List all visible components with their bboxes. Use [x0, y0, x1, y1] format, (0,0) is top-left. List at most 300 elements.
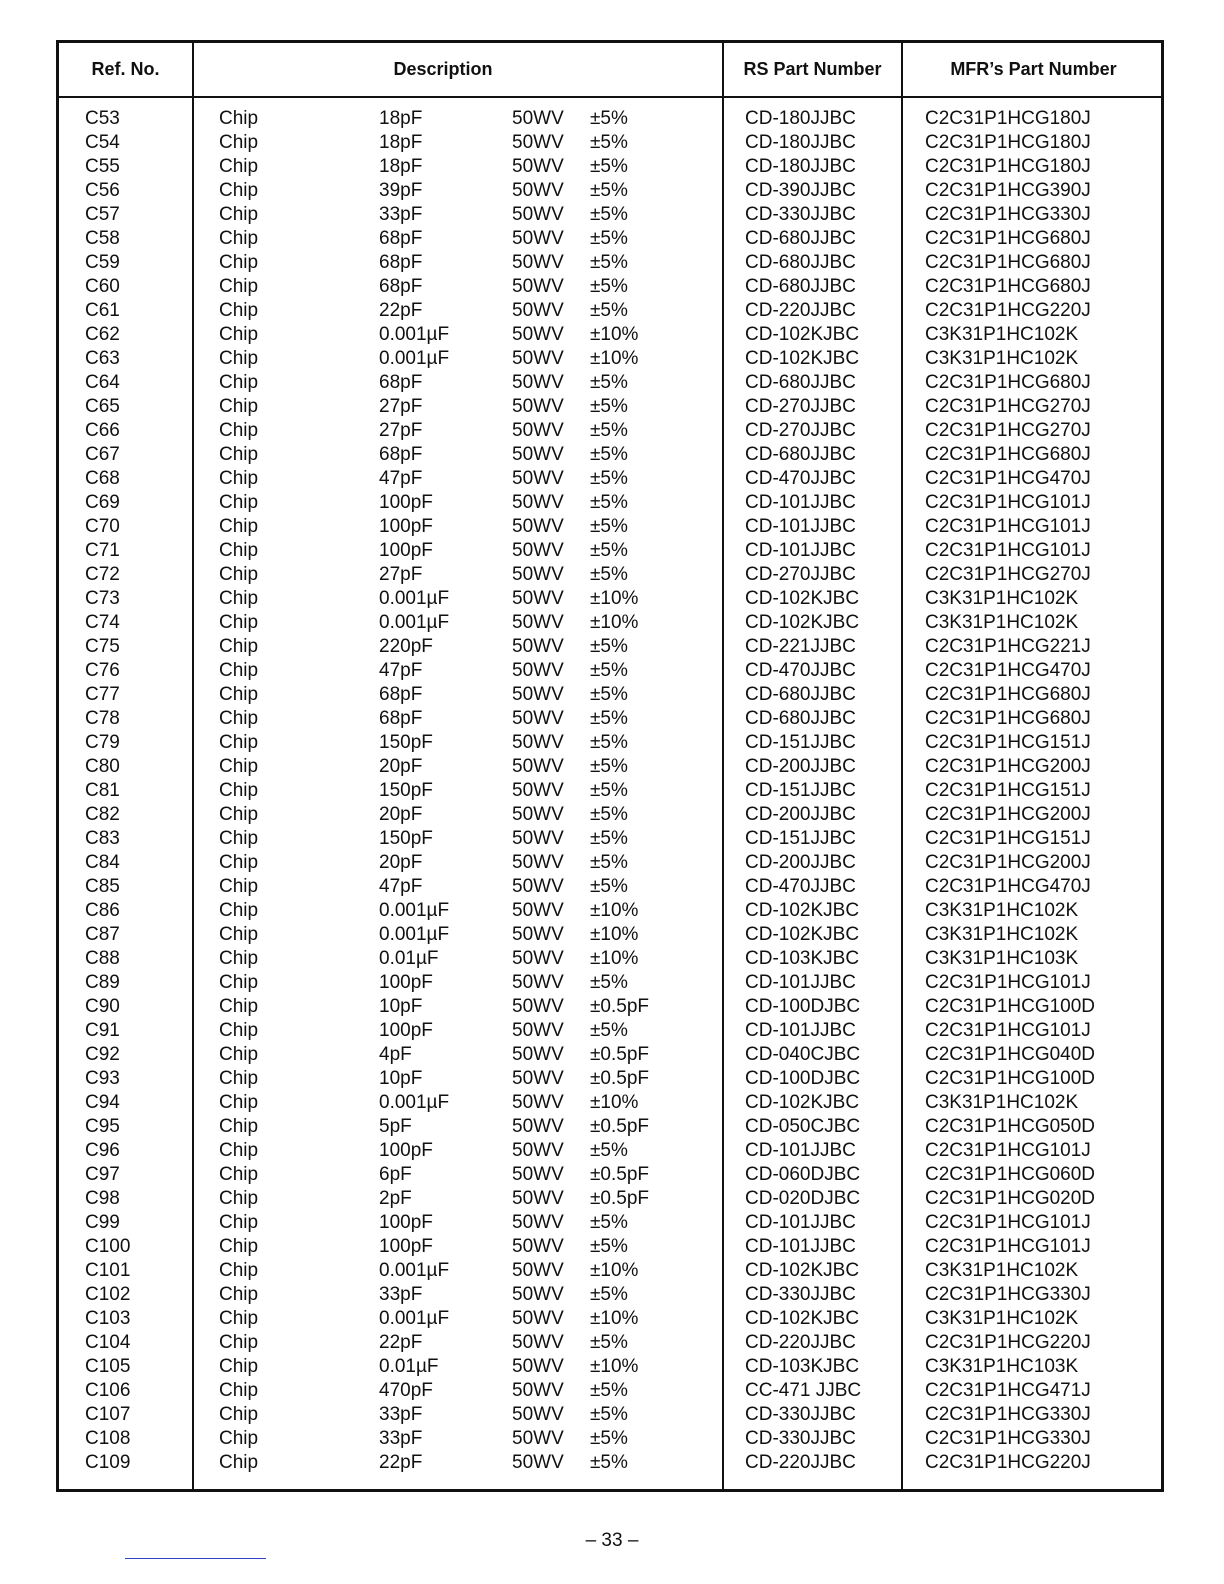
value-cell: 68pF — [379, 708, 423, 729]
table-row — [59, 971, 1161, 995]
mfr-part-cell: C3K31P1HC102K — [925, 924, 1079, 945]
mfr-part-cell: C2C31P1HCG680J — [925, 684, 1091, 705]
ref-cell: C86 — [85, 900, 120, 921]
voltage-cell: 50WV — [512, 204, 564, 225]
table-row — [59, 899, 1161, 923]
rs-part-cell: CD-680JJBC — [745, 252, 856, 273]
table-row — [59, 1019, 1161, 1043]
ref-cell: C54 — [85, 132, 120, 153]
mfr-part-cell: C2C31P1HCG151J — [925, 732, 1091, 753]
value-cell: 0.001µF — [379, 324, 450, 345]
page-number: – 33 – — [585, 1530, 639, 1551]
type-cell: Chip — [219, 612, 259, 633]
voltage-cell: 50WV — [512, 324, 564, 345]
table-body — [59, 107, 1161, 1475]
ref-cell: C109 — [85, 1452, 131, 1473]
tolerance-cell: ±5% — [590, 804, 628, 825]
rs-part-cell: CD-102KJBC — [745, 324, 860, 345]
value-cell: 100pF — [379, 540, 433, 561]
tolerance-cell: ±5% — [590, 1380, 628, 1401]
tolerance-cell: ±10% — [590, 1356, 639, 1377]
mfr-part-cell: C2C31P1HCG101J — [925, 1212, 1091, 1233]
rs-part-cell: CD-390JJBC — [745, 180, 856, 201]
mfr-part-cell: C3K31P1HC102K — [925, 588, 1079, 609]
tolerance-cell: ±0.5pF — [590, 1044, 650, 1065]
rs-part-cell: CD-220JJBC — [745, 1332, 856, 1353]
tolerance-cell: ±10% — [590, 1092, 639, 1113]
value-cell: 0.01µF — [379, 1356, 439, 1377]
type-cell: Chip — [219, 1332, 259, 1353]
value-cell: 100pF — [379, 1236, 433, 1257]
value-cell: 33pF — [379, 1428, 423, 1449]
type-cell: Chip — [219, 468, 259, 489]
table-row — [59, 707, 1161, 731]
type-cell: Chip — [219, 876, 259, 897]
tolerance-cell: ±5% — [590, 396, 628, 417]
ref-cell: C88 — [85, 948, 120, 969]
link-underline — [125, 1558, 266, 1559]
mfr-part-cell: C2C31P1HCG330J — [925, 204, 1091, 225]
voltage-cell: 50WV — [512, 300, 564, 321]
value-cell: 0.01µF — [379, 948, 439, 969]
rs-part-cell: CD-101JJBC — [745, 492, 856, 513]
table-row — [59, 107, 1161, 131]
ref-cell: C67 — [85, 444, 120, 465]
type-cell: Chip — [219, 1404, 259, 1425]
mfr-part-cell: C3K31P1HC102K — [925, 348, 1079, 369]
rs-part-cell: CD-101JJBC — [745, 1140, 856, 1161]
tolerance-cell: ±5% — [590, 660, 628, 681]
ref-cell: C102 — [85, 1284, 131, 1305]
tolerance-cell: ±5% — [590, 204, 628, 225]
tolerance-cell: ±5% — [590, 1452, 628, 1473]
table-row — [59, 875, 1161, 899]
rs-part-cell: CD-220JJBC — [745, 1452, 856, 1473]
type-cell: Chip — [219, 1452, 259, 1473]
voltage-cell: 50WV — [512, 156, 564, 177]
voltage-cell: 50WV — [512, 564, 564, 585]
voltage-cell: 50WV — [512, 492, 564, 513]
voltage-cell: 50WV — [512, 828, 564, 849]
mfr-part-cell: C3K31P1HC102K — [925, 1260, 1079, 1281]
mfr-part-cell: C2C31P1HCG200J — [925, 804, 1091, 825]
rs-part-cell: CD-200JJBC — [745, 804, 856, 825]
type-cell: Chip — [219, 660, 259, 681]
ref-cell: C78 — [85, 708, 120, 729]
voltage-cell: 50WV — [512, 708, 564, 729]
ref-cell: C95 — [85, 1116, 120, 1137]
type-cell: Chip — [219, 924, 259, 945]
value-cell: 6pF — [379, 1164, 412, 1185]
rs-part-cell: CD-270JJBC — [745, 420, 856, 441]
type-cell: Chip — [219, 948, 259, 969]
type-cell: Chip — [219, 1356, 259, 1377]
rs-part-cell: CD-151JJBC — [745, 828, 856, 849]
type-cell: Chip — [219, 132, 259, 153]
mfr-part-cell: C2C31P1HCG680J — [925, 276, 1091, 297]
value-cell: 33pF — [379, 204, 423, 225]
tolerance-cell: ±10% — [590, 900, 639, 921]
rs-part-cell: CD-102KJBC — [745, 924, 860, 945]
value-cell: 47pF — [379, 876, 423, 897]
value-cell: 27pF — [379, 564, 423, 585]
ref-cell: C60 — [85, 276, 120, 297]
table-row — [59, 1091, 1161, 1115]
voltage-cell: 50WV — [512, 396, 564, 417]
tolerance-cell: ±5% — [590, 300, 628, 321]
mfr-part-cell: C2C31P1HCG680J — [925, 228, 1091, 249]
value-cell: 2pF — [379, 1188, 412, 1209]
tolerance-cell: ±10% — [590, 924, 639, 945]
voltage-cell: 50WV — [512, 1020, 564, 1041]
mfr-part-cell: C2C31P1HCG330J — [925, 1404, 1091, 1425]
rs-part-cell: CD-102KJBC — [745, 1092, 860, 1113]
voltage-cell: 50WV — [512, 876, 564, 897]
type-cell: Chip — [219, 1380, 259, 1401]
type-cell: Chip — [219, 1020, 259, 1041]
tolerance-cell: ±5% — [590, 876, 628, 897]
mfr-part-cell: C2C31P1HCG330J — [925, 1428, 1091, 1449]
table-row — [59, 563, 1161, 587]
table-row — [59, 491, 1161, 515]
tolerance-cell: ±5% — [590, 852, 628, 873]
value-cell: 22pF — [379, 1332, 423, 1353]
tolerance-cell: ±5% — [590, 1236, 628, 1257]
value-cell: 100pF — [379, 1020, 433, 1041]
ref-cell: C89 — [85, 972, 120, 993]
table-row — [59, 683, 1161, 707]
value-cell: 33pF — [379, 1404, 423, 1425]
ref-cell: C87 — [85, 924, 120, 945]
voltage-cell: 50WV — [512, 1308, 564, 1329]
voltage-cell: 50WV — [512, 972, 564, 993]
voltage-cell: 50WV — [512, 1260, 564, 1281]
ref-cell: C96 — [85, 1140, 120, 1161]
value-cell: 100pF — [379, 516, 433, 537]
value-cell: 0.001µF — [379, 612, 450, 633]
value-cell: 220pF — [379, 636, 433, 657]
ref-cell: C77 — [85, 684, 120, 705]
voltage-cell: 50WV — [512, 1428, 564, 1449]
rs-part-cell: CD-102KJBC — [745, 588, 860, 609]
value-cell: 150pF — [379, 828, 433, 849]
table-row — [59, 1427, 1161, 1451]
table-row — [59, 251, 1161, 275]
table-row — [59, 1067, 1161, 1091]
table-row — [59, 1379, 1161, 1403]
rs-part-cell: CD-060DJBC — [745, 1164, 861, 1185]
table-row — [59, 1187, 1161, 1211]
type-cell: Chip — [219, 804, 259, 825]
table-row — [59, 1211, 1161, 1235]
voltage-cell: 50WV — [512, 444, 564, 465]
value-cell: 68pF — [379, 372, 423, 393]
tolerance-cell: ±10% — [590, 348, 639, 369]
ref-cell: C63 — [85, 348, 120, 369]
voltage-cell: 50WV — [512, 516, 564, 537]
type-cell: Chip — [219, 1092, 259, 1113]
type-cell: Chip — [219, 1188, 259, 1209]
type-cell: Chip — [219, 708, 259, 729]
table-row — [59, 203, 1161, 227]
table-row — [59, 827, 1161, 851]
mfr-part-cell: C2C31P1HCG680J — [925, 708, 1091, 729]
table-row — [59, 635, 1161, 659]
rs-part-cell: CD-180JJBC — [745, 156, 856, 177]
tolerance-cell: ±5% — [590, 684, 628, 705]
tolerance-cell: ±5% — [590, 636, 628, 657]
type-cell: Chip — [219, 492, 259, 513]
mfr-part-cell: C2C31P1HCG470J — [925, 876, 1091, 897]
mfr-part-cell: C3K31P1HC102K — [925, 612, 1079, 633]
type-cell: Chip — [219, 252, 259, 273]
value-cell: 0.001µF — [379, 924, 450, 945]
type-cell: Chip — [219, 684, 259, 705]
rs-part-cell: CD-102KJBC — [745, 900, 860, 921]
rs-part-cell: CD-101JJBC — [745, 1020, 856, 1041]
header-mfr-part-number: MFR’s Part Number — [950, 59, 1117, 79]
rs-part-cell: CD-330JJBC — [745, 204, 856, 225]
value-cell: 47pF — [379, 660, 423, 681]
value-cell: 68pF — [379, 684, 423, 705]
rs-part-cell: CD-100DJBC — [745, 996, 861, 1017]
voltage-cell: 50WV — [512, 588, 564, 609]
ref-cell: C81 — [85, 780, 120, 801]
voltage-cell: 50WV — [512, 1332, 564, 1353]
table-row — [59, 755, 1161, 779]
table-row — [59, 803, 1161, 827]
rs-part-cell: CD-221JJBC — [745, 636, 856, 657]
ref-cell: C106 — [85, 1380, 131, 1401]
rs-part-cell: CD-101JJBC — [745, 1212, 856, 1233]
ref-cell: C100 — [85, 1236, 131, 1257]
rs-part-cell: CD-103KJBC — [745, 948, 860, 969]
value-cell: 0.001µF — [379, 1092, 450, 1113]
type-cell: Chip — [219, 1284, 259, 1305]
mfr-part-cell: C2C31P1HCG101J — [925, 1236, 1091, 1257]
table-row — [59, 323, 1161, 347]
value-cell: 20pF — [379, 804, 423, 825]
tolerance-cell: ±5% — [590, 252, 628, 273]
ref-cell: C85 — [85, 876, 120, 897]
type-cell: Chip — [219, 756, 259, 777]
tolerance-cell: ±5% — [590, 468, 628, 489]
table-row — [59, 1115, 1161, 1139]
value-cell: 10pF — [379, 1068, 423, 1089]
tolerance-cell: ±5% — [590, 1404, 628, 1425]
mfr-part-cell: C2C31P1HCG101J — [925, 540, 1091, 561]
voltage-cell: 50WV — [512, 900, 564, 921]
table-row — [59, 731, 1161, 755]
table-row — [59, 467, 1161, 491]
tolerance-cell: ±5% — [590, 108, 628, 129]
voltage-cell: 50WV — [512, 372, 564, 393]
ref-cell: C99 — [85, 1212, 120, 1233]
table-row — [59, 1139, 1161, 1163]
value-cell: 10pF — [379, 996, 423, 1017]
tolerance-cell: ±10% — [590, 1308, 639, 1329]
mfr-part-cell: C2C31P1HCG470J — [925, 468, 1091, 489]
rs-part-cell: CD-102KJBC — [745, 348, 860, 369]
tolerance-cell: ±5% — [590, 828, 628, 849]
table-row — [59, 1331, 1161, 1355]
tolerance-cell: ±5% — [590, 444, 628, 465]
type-cell: Chip — [219, 732, 259, 753]
value-cell: 100pF — [379, 1140, 433, 1161]
tolerance-cell: ±0.5pF — [590, 1068, 650, 1089]
value-cell: 68pF — [379, 252, 423, 273]
type-cell: Chip — [219, 372, 259, 393]
value-cell: 18pF — [379, 132, 423, 153]
tolerance-cell: ±5% — [590, 780, 628, 801]
value-cell: 0.001µF — [379, 900, 450, 921]
table-row — [59, 299, 1161, 323]
tolerance-cell: ±5% — [590, 228, 628, 249]
rs-part-cell: CD-101JJBC — [745, 516, 856, 537]
ref-cell: C57 — [85, 204, 120, 225]
tolerance-cell: ±5% — [590, 1332, 628, 1353]
ref-cell: C84 — [85, 852, 120, 873]
voltage-cell: 50WV — [512, 1068, 564, 1089]
ref-cell: C90 — [85, 996, 120, 1017]
rs-part-cell: CD-020DJBC — [745, 1188, 861, 1209]
ref-cell: C93 — [85, 1068, 120, 1089]
type-cell: Chip — [219, 636, 259, 657]
ref-cell: C55 — [85, 156, 120, 177]
rs-part-cell: CD-103KJBC — [745, 1356, 860, 1377]
table-row — [59, 851, 1161, 875]
ref-cell: C75 — [85, 636, 120, 657]
tolerance-cell: ±0.5pF — [590, 1188, 650, 1209]
voltage-cell: 50WV — [512, 1116, 564, 1137]
tolerance-cell: ±5% — [590, 540, 628, 561]
voltage-cell: 50WV — [512, 132, 564, 153]
table-row — [59, 395, 1161, 419]
value-cell: 5pF — [379, 1116, 412, 1137]
value-cell: 20pF — [379, 756, 423, 777]
type-cell: Chip — [219, 1164, 259, 1185]
value-cell: 27pF — [379, 420, 423, 441]
mfr-part-cell: C2C31P1HCG100D — [925, 996, 1096, 1017]
tolerance-cell: ±5% — [590, 420, 628, 441]
mfr-part-cell: C2C31P1HCG060D — [925, 1164, 1096, 1185]
mfr-part-cell: C2C31P1HCG040D — [925, 1044, 1096, 1065]
voltage-cell: 50WV — [512, 1092, 564, 1113]
ref-cell: C94 — [85, 1092, 120, 1113]
voltage-cell: 50WV — [512, 852, 564, 873]
value-cell: 27pF — [379, 396, 423, 417]
ref-cell: C83 — [85, 828, 120, 849]
tolerance-cell: ±5% — [590, 372, 628, 393]
ref-cell: C98 — [85, 1188, 120, 1209]
mfr-part-cell: C2C31P1HCG200J — [925, 852, 1091, 873]
ref-cell: C59 — [85, 252, 120, 273]
table-row — [59, 1307, 1161, 1331]
mfr-part-cell: C2C31P1HCG270J — [925, 396, 1091, 417]
type-cell: Chip — [219, 276, 259, 297]
value-cell: 47pF — [379, 468, 423, 489]
value-cell: 100pF — [379, 972, 433, 993]
value-cell: 150pF — [379, 732, 433, 753]
voltage-cell: 50WV — [512, 732, 564, 753]
ref-cell: C64 — [85, 372, 120, 393]
mfr-part-cell: C2C31P1HCG050D — [925, 1116, 1096, 1137]
ref-cell: C79 — [85, 732, 120, 753]
type-cell: Chip — [219, 396, 259, 417]
mfr-part-cell: C2C31P1HCG180J — [925, 132, 1091, 153]
ref-cell: C97 — [85, 1164, 120, 1185]
mfr-part-cell: C2C31P1HCG220J — [925, 300, 1091, 321]
tolerance-cell: ±5% — [590, 156, 628, 177]
table-row — [59, 227, 1161, 251]
mfr-part-cell: C2C31P1HCG680J — [925, 444, 1091, 465]
tolerance-cell: ±10% — [590, 612, 639, 633]
voltage-cell: 50WV — [512, 1188, 564, 1209]
tolerance-cell: ±5% — [590, 1284, 628, 1305]
mfr-part-cell: C2C31P1HCG200J — [925, 756, 1091, 777]
table-row — [59, 419, 1161, 443]
type-cell: Chip — [219, 156, 259, 177]
table-row — [59, 539, 1161, 563]
table-row — [59, 923, 1161, 947]
voltage-cell: 50WV — [512, 540, 564, 561]
tolerance-cell: ±5% — [590, 564, 628, 585]
tolerance-cell: ±10% — [590, 948, 639, 969]
value-cell: 100pF — [379, 492, 433, 513]
voltage-cell: 50WV — [512, 684, 564, 705]
type-cell: Chip — [219, 780, 259, 801]
type-cell: Chip — [219, 300, 259, 321]
tolerance-cell: ±5% — [590, 132, 628, 153]
mfr-part-cell: C2C31P1HCG390J — [925, 180, 1091, 201]
table-row — [59, 275, 1161, 299]
ref-cell: C58 — [85, 228, 120, 249]
rs-part-cell: CD-200JJBC — [745, 756, 856, 777]
type-cell: Chip — [219, 420, 259, 441]
value-cell: 68pF — [379, 228, 423, 249]
type-cell: Chip — [219, 516, 259, 537]
table-row — [59, 1259, 1161, 1283]
header-ref-no: Ref. No. — [91, 59, 160, 79]
tolerance-cell: ±5% — [590, 1428, 628, 1449]
value-cell: 150pF — [379, 780, 433, 801]
value-cell: 68pF — [379, 276, 423, 297]
tolerance-cell: ±5% — [590, 1212, 628, 1233]
voltage-cell: 50WV — [512, 1140, 564, 1161]
value-cell: 22pF — [379, 1452, 423, 1473]
table-row — [59, 659, 1161, 683]
mfr-part-cell: C2C31P1HCG221J — [925, 636, 1091, 657]
tolerance-cell: ±5% — [590, 756, 628, 777]
voltage-cell: 50WV — [512, 468, 564, 489]
type-cell: Chip — [219, 996, 259, 1017]
ref-cell: C107 — [85, 1404, 131, 1425]
rs-part-cell: CD-180JJBC — [745, 108, 856, 129]
rs-part-cell: CD-180JJBC — [745, 132, 856, 153]
header-description: Description — [393, 59, 493, 79]
voltage-cell: 50WV — [512, 420, 564, 441]
rs-part-cell: CD-680JJBC — [745, 708, 856, 729]
table-row — [59, 1235, 1161, 1259]
value-cell: 18pF — [379, 108, 423, 129]
mfr-part-cell: C2C31P1HCG151J — [925, 828, 1091, 849]
ref-cell: C108 — [85, 1428, 131, 1449]
type-cell: Chip — [219, 852, 259, 873]
type-cell: Chip — [219, 828, 259, 849]
mfr-part-cell: C2C31P1HCG101J — [925, 1140, 1091, 1161]
rs-part-cell: CD-100DJBC — [745, 1068, 861, 1089]
tolerance-cell: ±0.5pF — [590, 1116, 650, 1137]
